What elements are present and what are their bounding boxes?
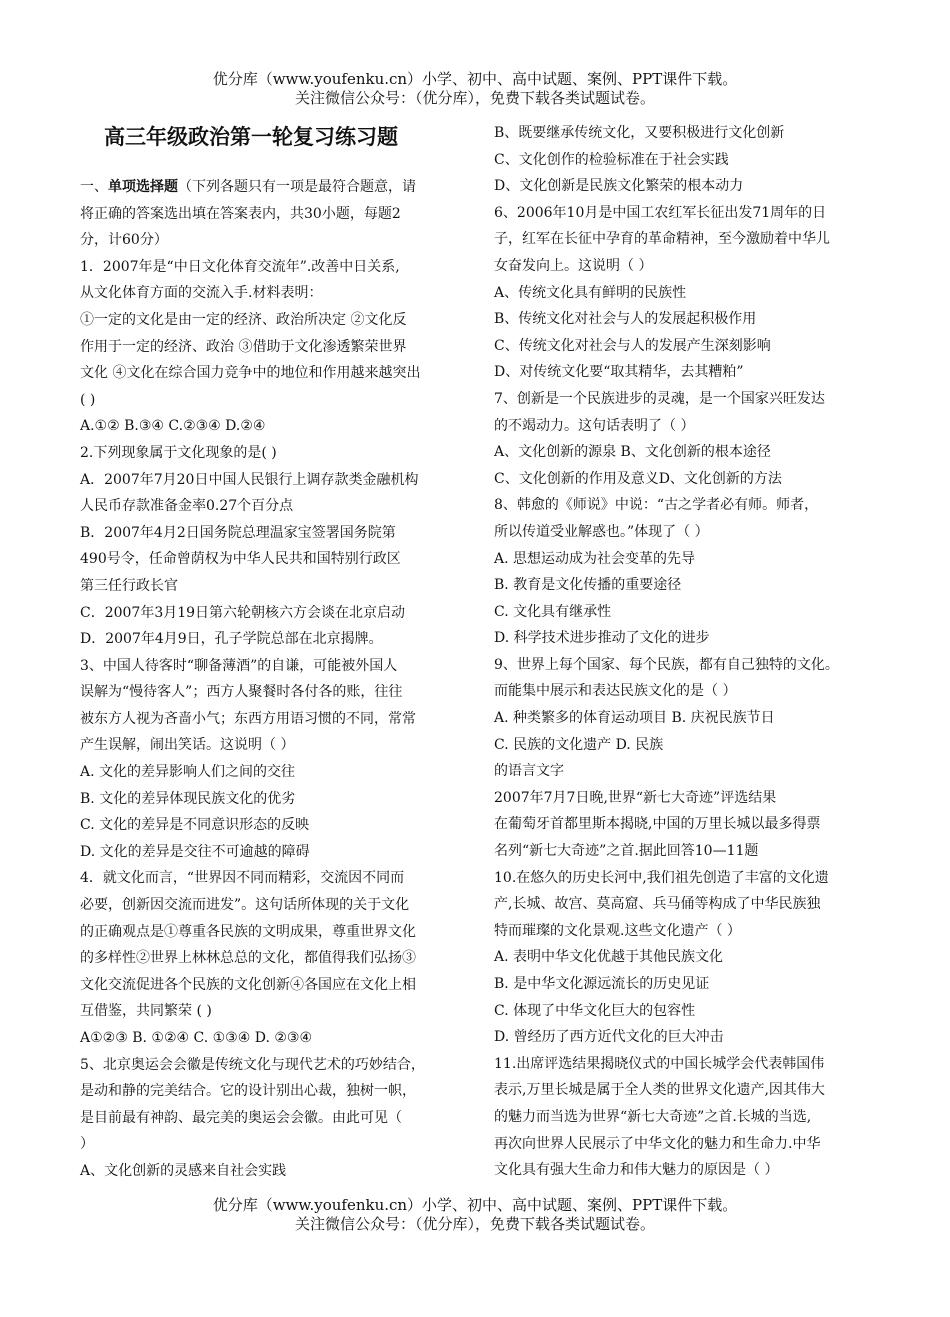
text-line: C．2007年3月19日第六轮朝核六方会谈在北京启动 — [80, 604, 406, 621]
text-line: 互借鉴，共同繁荣 ( ) — [80, 1003, 212, 1020]
text-line: C. 文化的差异是不同意识形态的反映 — [80, 817, 310, 834]
text-line: 必要，创新因交流而进发”。这句话所体现的关于文化 — [80, 897, 410, 914]
text-line: 的语言文字 — [494, 763, 564, 780]
text-line: 10.在悠久的历史长河中,我们祖先创造了丰富的文化遗 — [494, 869, 829, 886]
text-line: B. 文化的差异体现民族文化的优劣 — [80, 790, 296, 807]
text-line: 490号令，任命曾荫权为中华人民共和国特别行政区 — [80, 551, 401, 568]
section-heading: 单项选择题 — [108, 179, 178, 195]
right-column — [494, 120, 866, 1184]
text-line: ） — [80, 1136, 94, 1153]
text-line: A．2007年7月20日中国人民银行上调存款类金融机构 — [80, 471, 419, 488]
text-line: 女奋发向上。这说明（ ） — [494, 257, 653, 274]
section-instructions: （下列各题只有一项是最符合题意，请 — [178, 179, 416, 195]
text-line: ( ) — [80, 391, 96, 408]
text-line: B、传统文化对社会与人的发展起积极作用 — [494, 311, 757, 328]
text-line: 8、韩愈的《师说》中说：“古之学者必有师。师者， — [494, 497, 819, 514]
text-line: 产生误解，闹出笑话。这说明（ ） — [80, 737, 295, 754]
text-line: A.①② B.③④ C.②③④ D.②④ — [80, 418, 266, 435]
text-line: 的不竭动力。这句话表明了（ ） — [494, 417, 695, 434]
page-footer — [0, 1196, 950, 1234]
text-line: 1．2007年是“中日文化体育交流年”.改善中日关系, — [80, 258, 400, 275]
text-line: 11.出席评选结果揭晓仪式的中国长城学会代表韩国伟 — [494, 1055, 825, 1072]
footer-line-2: 关注微信公众号：（优分库），免费下载各类试题试卷。 — [294, 1215, 655, 1233]
text-line: ①一定的文化是由一定的经济、政治所决定 ②文化反 — [80, 311, 407, 328]
text-line: 所以传道受业解惑也。”体现了（ ） — [494, 523, 709, 540]
header-line-2: 关注微信公众号：（优分库），免费下载各类试题试卷。 — [294, 89, 655, 107]
text-line: A①②③ B. ①②④ C. ①③④ D. ②③④ — [80, 1030, 312, 1046]
text-line: C. 体现了中华文化巨大的包容性 — [494, 1002, 696, 1019]
text-line: 人民币存款准备金率0.27个百分点 — [80, 498, 294, 515]
section-heading-line — [80, 174, 466, 201]
left-question-lines — [80, 201, 466, 1185]
text-line: B、既要继承传统文化，又要积极进行文化创新 — [494, 125, 785, 141]
page-header — [0, 70, 950, 108]
text-line: B. 教育是文化传播的重要途径 — [494, 577, 682, 594]
page-title: 高三年级政治第一轮复习练习题 — [104, 124, 398, 149]
section-number: 一、 — [80, 179, 108, 195]
text-line: 误解为“慢待客人”；西方人聚餐时各付各的账，往往 — [80, 684, 403, 701]
text-line: A、文化创新的灵感来自社会实践 — [80, 1162, 287, 1179]
text-line: 3、中国人待客时“聊备薄酒”的自谦，可能被外国人 — [80, 657, 398, 674]
text-line: D、对传统文化要“取其精华，去其糟粕” — [494, 364, 744, 381]
text-line: 文化具有强大生命力和伟大魅力的原因是（ ） — [494, 1162, 779, 1179]
text-line: 作用于一定的经济、政治 ③借助于文化渗透繁荣世界 — [80, 338, 407, 355]
text-line: A. 种类繁多的体育运动项目 B. 庆祝民族节日 — [494, 710, 775, 727]
left-column — [80, 120, 466, 1185]
text-line: C、传统文化对社会与人的发展产生深刻影响 — [494, 337, 771, 354]
text-line: 7、创新是一个民族进步的灵魂，是一个国家兴旺发达 — [494, 390, 825, 407]
text-line: A、文化创新的源泉 B、文化创新的根本途径 — [494, 444, 771, 461]
text-line: 的正确观点是①尊重各民族的文明成果，尊重世界文化 — [80, 923, 416, 940]
text-line: 而能集中展示和表达民族文化的是（ ） — [494, 683, 737, 700]
text-line: 将正确的答案选出填在答案表内，共30小题，每题2 — [80, 205, 401, 222]
right-question-lines — [494, 120, 866, 1184]
text-line: 分，计60分） — [80, 232, 168, 249]
text-line: C. 文化具有继承性 — [494, 603, 612, 620]
text-line: 第三任行政长官 — [80, 577, 178, 594]
text-line: 再次向世界人民展示了中华文化的魅力和生命力.中华 — [494, 1135, 821, 1152]
text-line: 特而璀璨的文化景观.这些文化遗产（ ） — [494, 922, 741, 939]
text-line: 2007年7月7日晚,世界“新七大奇迹”评选结果 — [494, 789, 777, 806]
text-line: D、文化创新是民族文化繁荣的根本动力 — [494, 178, 744, 195]
text-line: A. 表明中华文化优越于其他民族文化 — [494, 949, 724, 966]
header-line-1: 优分库（www.youfenku.cn）小学、初中、高中试题、案例、PPT课件下载。 — [212, 70, 738, 88]
text-line: 6、2006年10月是中国工农红军长征出发71周年的日 — [494, 204, 827, 221]
text-line: 名列“新七大奇迹”之首.据此回答10—11题 — [494, 843, 759, 860]
text-line: A、传统文化具有鲜明的民族性 — [494, 284, 687, 301]
text-line: B. 是中华文化源远流长的历史见证 — [494, 976, 710, 992]
text-line: 2.下列现象属于文化现象的是( ) — [80, 444, 277, 461]
text-line: 9、世界上每个国家、每个民族，都有自己独特的文化。 — [494, 656, 839, 673]
text-line: 是目前最有神韵、最完美的奥运会会徽。由此可见（ — [80, 1109, 402, 1126]
footer-line-1: 优分库（www.youfenku.cn）小学、初中、高中试题、案例、PPT课件下载。 — [212, 1196, 738, 1214]
text-line: C、文化创新的作用及意义D、文化创新的方法 — [494, 470, 782, 487]
text-line: 是动和静的完美结合。它的设计别出心裁，独树一帜， — [80, 1083, 416, 1100]
text-line: 4．就文化而言，“世界因不同而精彩，交流因不同而 — [80, 870, 405, 887]
text-line: 5、北京奥运会会徽是传统文化与现代艺术的巧妙结合， — [80, 1056, 425, 1073]
text-line: 的多样性②世界上林林总总的文化，都值得我们弘扬③ — [80, 950, 416, 967]
text-line: D. 科学技术进步推动了文化的进步 — [494, 630, 710, 647]
text-line: 表示,万里长城是属于全人类的世界文化遗产,因其伟大 — [494, 1082, 825, 1099]
text-line: 从文化体育方面的交流入手.材料表明： — [80, 285, 323, 302]
text-line: 子，红军在长征中孕育的革命精神，至今激励着中华儿 — [494, 231, 830, 248]
text-line: D．2007年4月9日，孔子学院总部在北京揭牌。 — [80, 631, 383, 648]
text-line: D. 曾经历了西方近代文化的巨大冲击 — [494, 1029, 724, 1046]
text-line: A. 文化的差异影响人们之间的交往 — [80, 764, 296, 781]
text-line: 在葡萄牙首都里斯本揭晓,中国的万里长城以最多得票 — [494, 816, 821, 833]
text-line: A. 思想运动成为社会变革的先导 — [494, 550, 696, 567]
text-line: 产,长城、故宫、莫高窟、兵马俑等构成了中华民族独 — [494, 896, 821, 913]
text-line: C、文化创作的检验标准在于社会实践 — [494, 151, 729, 168]
text-line: 被东方人视为吝啬小气；东西方用语习惯的不同，常常 — [80, 710, 416, 727]
text-line: 的魅力而当选为世界“新七大奇迹”之首.长城的当选, — [494, 1108, 812, 1125]
text-line: 文化交流促进各个民族的文化创新④各国应在文化上相 — [80, 976, 416, 993]
text-line: C. 民族的文化遗产 D. 民族 — [494, 736, 664, 753]
text-line: B．2007年4月2日国务院总理温家宝签署国务院第 — [80, 524, 396, 541]
text-line: 文化 ④文化在综合国力竞争中的地位和作用越来越突出 — [80, 365, 421, 382]
text-line: D. 文化的差异是交往不可逾越的障碍 — [80, 843, 310, 860]
